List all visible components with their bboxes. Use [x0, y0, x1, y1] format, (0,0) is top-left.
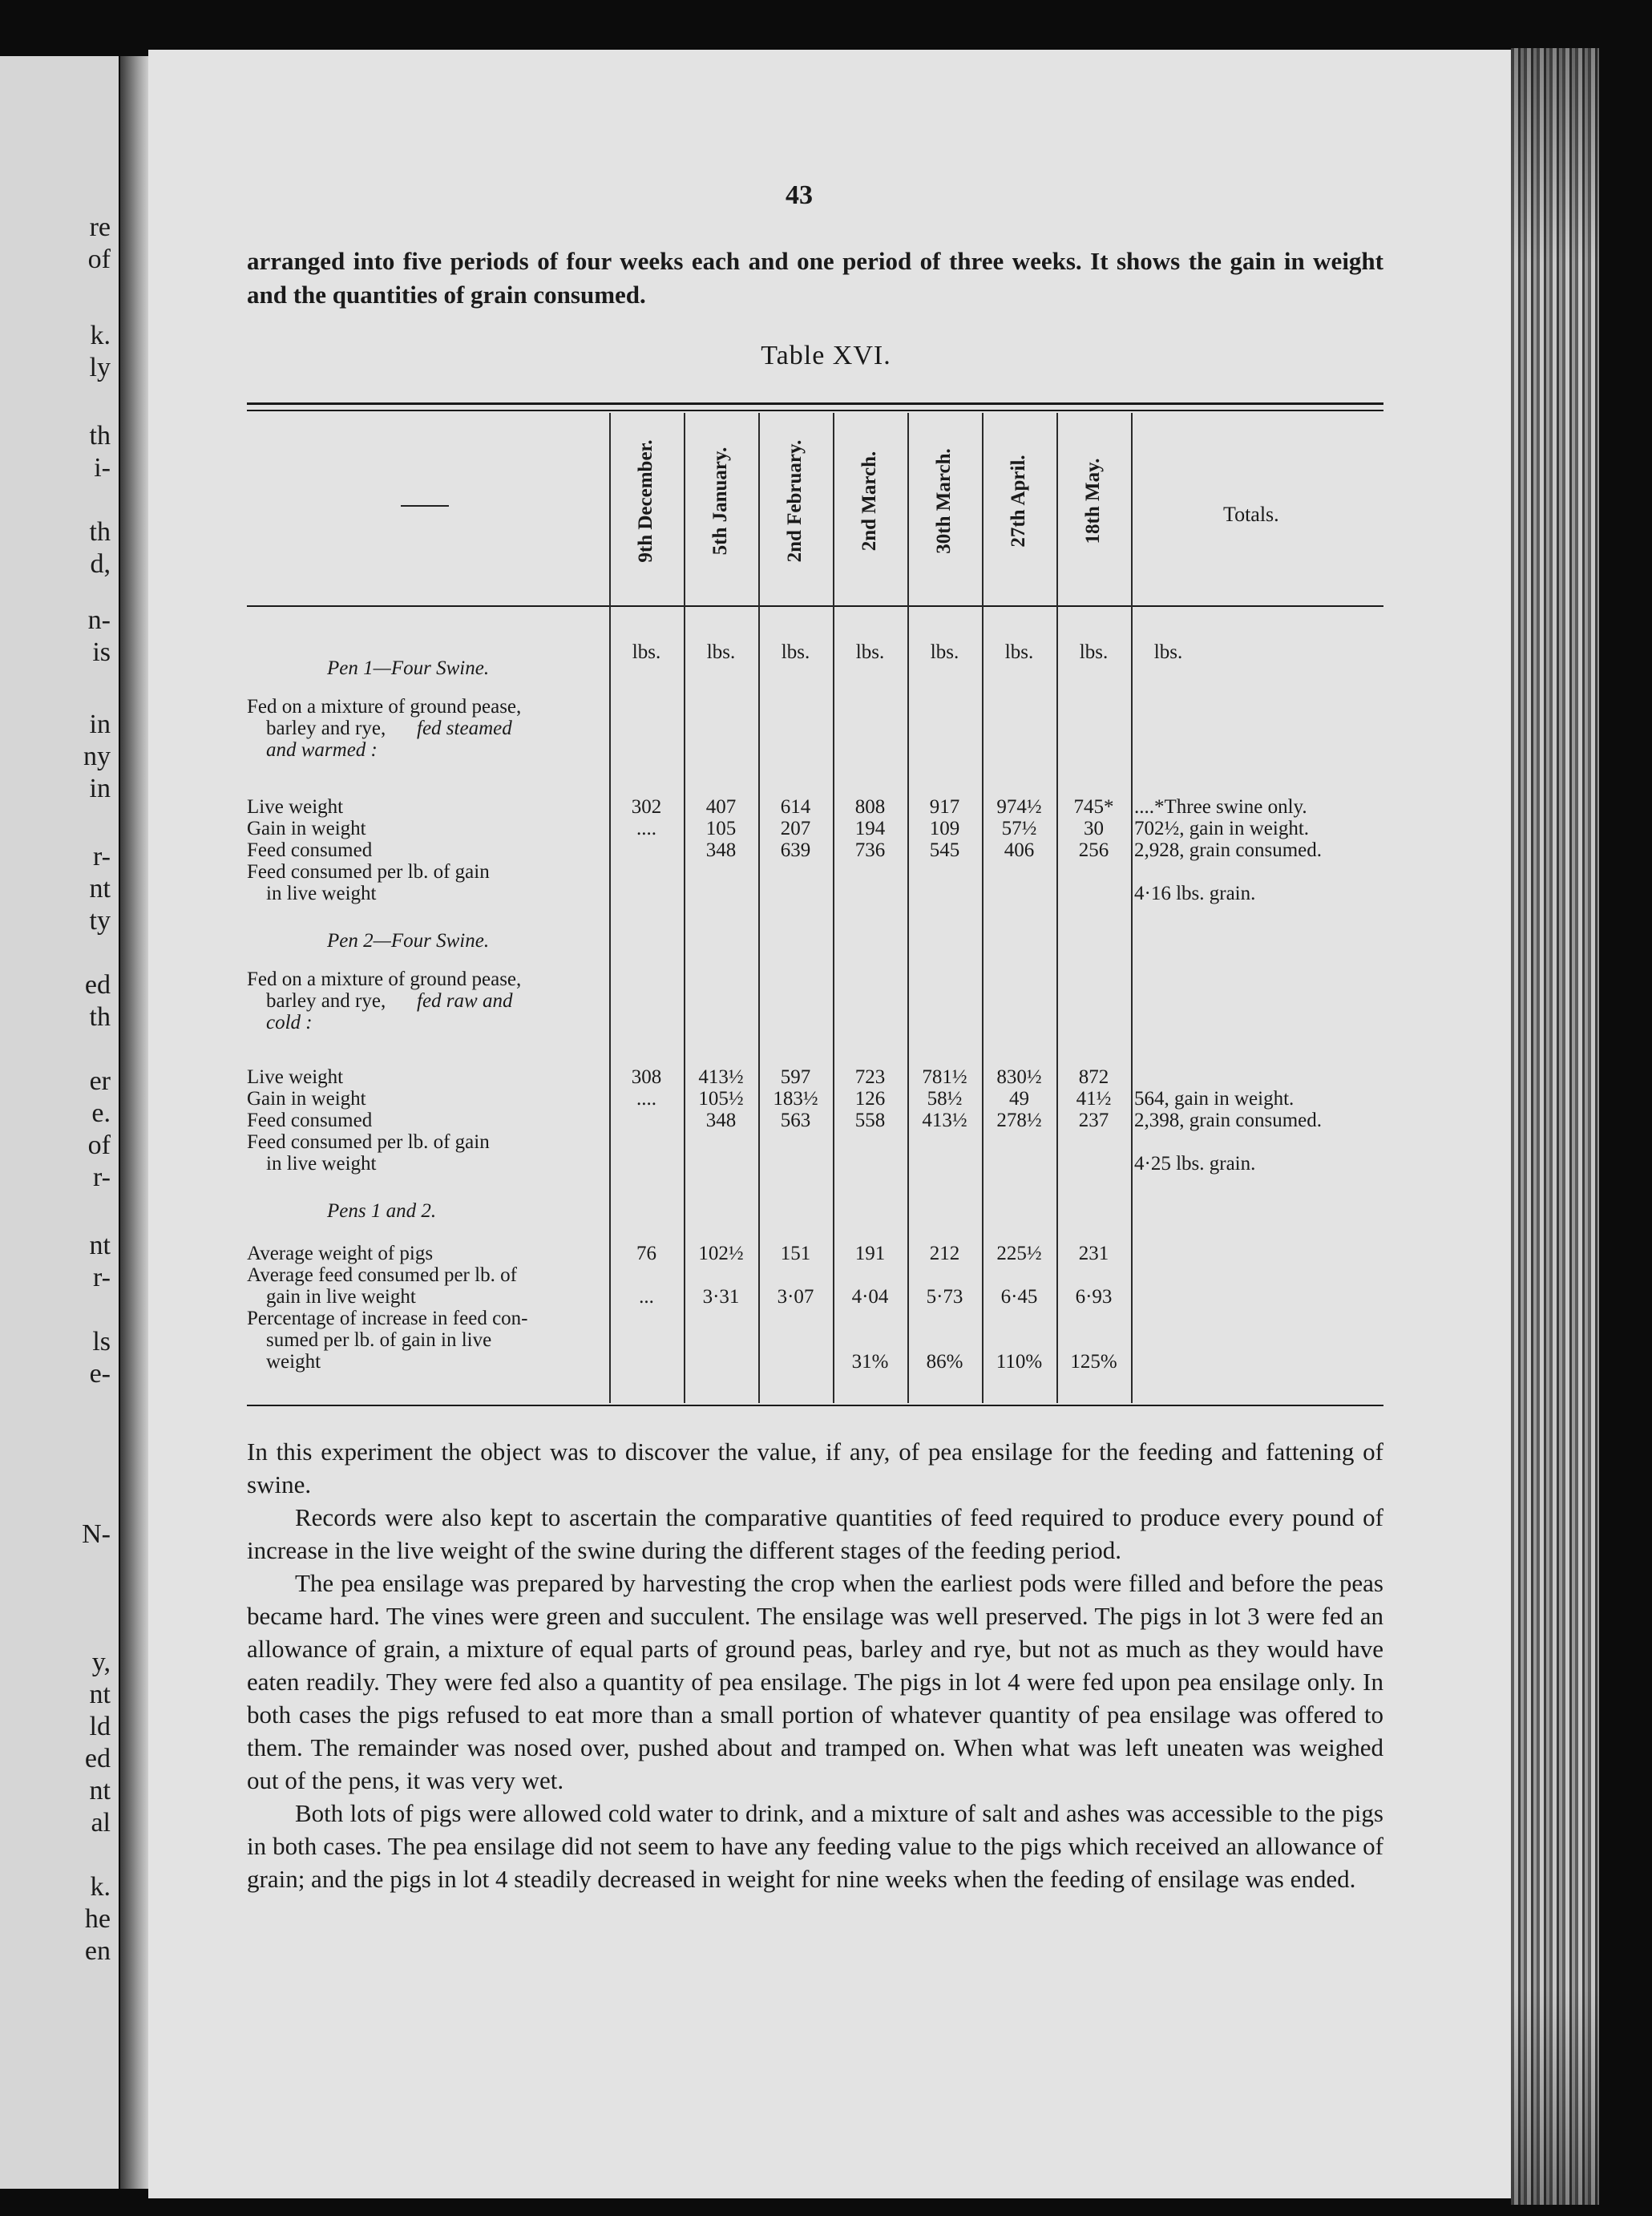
- table-cell: 781½: [922, 1066, 967, 1088]
- row-label: weight: [266, 1351, 321, 1373]
- table-title: Table XVI.: [761, 341, 891, 370]
- unit-label: lbs.: [1153, 641, 1183, 663]
- paragraph: Both lots of pigs were allowed cold water to drink, and a mixture of salt and ashes was accessible to the pigs in both cases. The pea ensilage did not seem to have any feeding value to the pigs which received an allowance of grain; and the pigs in lot 4 steadily decreased in weight for nine weeks when the feeding of ensilage was ended.: [247, 1799, 1383, 1893]
- col-header-6: 18th May.: [1082, 458, 1104, 544]
- totals-header: Totals.: [1223, 503, 1279, 526]
- table-cell: 974½: [996, 796, 1042, 818]
- row-label: Percentage of increase in feed con-: [247, 1308, 528, 1329]
- row-label: in live weight: [266, 1153, 377, 1175]
- section-description: barley and rye,: [266, 990, 386, 1012]
- table-cell: 545: [929, 839, 960, 861]
- table-cell: 723: [854, 1066, 886, 1088]
- table-cell: 102½: [698, 1243, 744, 1264]
- row-label: Feed consumed: [247, 839, 373, 861]
- row-label: sumed per lb. of gain in live: [266, 1329, 492, 1351]
- table-cell: 125%: [1070, 1351, 1117, 1373]
- left-page-fragment: ny: [83, 742, 111, 771]
- left-page-fragment: he: [84, 1904, 111, 1934]
- left-page-fragment: al: [91, 1808, 111, 1838]
- col-header-1: 5th January.: [709, 447, 731, 556]
- left-page-fragment: i-: [94, 453, 111, 483]
- unit-label: lbs.: [781, 641, 810, 663]
- table-cell: 3·07: [777, 1286, 814, 1308]
- row-total: 2,398, grain consumed.: [1134, 1110, 1322, 1131]
- body-text: [247, 1435, 1383, 1895]
- left-page-fragment: N-: [82, 1519, 111, 1549]
- section-heading: Pen 2—Four Swine.: [327, 930, 490, 952]
- table-cell: 808: [854, 796, 886, 818]
- row-label: Feed consumed per lb. of gain: [247, 1131, 490, 1153]
- col-header-5: 27th April.: [1008, 455, 1029, 548]
- unit-label: lbs.: [632, 641, 661, 663]
- left-page-fragment: th: [89, 517, 111, 547]
- section-heading: Pens 1 and 2.: [327, 1200, 437, 1222]
- table-cell: ...: [639, 1286, 654, 1308]
- table-cell: 413½: [698, 1066, 744, 1088]
- left-page-fragment: in: [89, 774, 111, 803]
- table-top-rule: [247, 402, 1383, 405]
- table-cell: 308: [631, 1066, 662, 1088]
- intro-paragraph: arranged into five periods of four weeks each and one period of three weeks. It shows the gain in weight and the quantities of grain consumed.: [247, 247, 1383, 309]
- table-cell: 109: [929, 818, 960, 839]
- row-label: Average feed consumed per lb. of: [247, 1264, 517, 1286]
- table-cell: 302: [631, 796, 662, 818]
- table-cell: 86%: [926, 1351, 963, 1373]
- row-total: 2,928, grain consumed.: [1134, 839, 1322, 861]
- left-page-fragment: in: [89, 710, 111, 739]
- section-description: Fed on a mixture of ground pease,: [247, 696, 522, 718]
- table-cell: 207: [780, 818, 811, 839]
- left-page-fragment: ls: [92, 1327, 111, 1357]
- table-cell: 58½: [927, 1088, 963, 1110]
- page-number: 43: [786, 180, 813, 210]
- left-page-fragment: ld: [89, 1712, 111, 1741]
- table-cell: 639: [780, 839, 811, 861]
- row-label: Feed consumed per lb. of gain: [247, 861, 490, 883]
- left-page-margin: [0, 56, 119, 2189]
- table-cell: 348: [705, 1110, 737, 1131]
- table-cell: 6·93: [1075, 1286, 1113, 1308]
- table-cell: 57½: [1001, 818, 1037, 839]
- left-page-fragment: ed: [84, 1744, 111, 1773]
- table-cell: 237: [1078, 1110, 1109, 1131]
- table-cell: 76: [636, 1243, 656, 1264]
- table-cell: 5·73: [926, 1286, 963, 1308]
- col-header-2: 2nd February.: [784, 439, 806, 563]
- section-description: barley and rye,: [266, 718, 386, 739]
- table-cell: ....: [636, 1088, 656, 1110]
- table-cell: 110%: [996, 1351, 1043, 1373]
- col-header-4: 30th March.: [933, 448, 955, 554]
- left-page-fragment: ed: [84, 970, 111, 1000]
- row-total: ....*Three swine only.: [1134, 796, 1307, 818]
- unit-label: lbs.: [1079, 641, 1109, 663]
- left-page-fragment: re: [89, 212, 111, 242]
- page-edges: [1511, 48, 1599, 2205]
- left-page-fragment: th: [89, 421, 111, 451]
- table-cell: 151: [780, 1243, 811, 1264]
- row-total: 4·25 lbs. grain.: [1134, 1153, 1256, 1175]
- left-page-fragment: r-: [93, 1263, 111, 1292]
- table-cell: 278½: [996, 1110, 1042, 1131]
- left-page-fragment: e.: [91, 1098, 111, 1128]
- table-cell: 558: [854, 1110, 886, 1131]
- row-label: Gain in weight: [247, 818, 366, 839]
- section-heading: Pen 1—Four Swine.: [327, 657, 490, 679]
- left-page-fragment: y,: [91, 1648, 111, 1677]
- left-page-fragment: r-: [93, 842, 111, 871]
- left-page-fragment: ty: [89, 906, 111, 936]
- row-label: in live weight: [266, 883, 377, 904]
- table-cell: 231: [1078, 1243, 1109, 1264]
- section-description: fed steamed: [417, 718, 512, 739]
- table-cell: 830½: [996, 1066, 1042, 1088]
- row-label: Live weight: [247, 1066, 344, 1088]
- table-cell: 872: [1078, 1066, 1109, 1088]
- row-total: 702½, gain in weight.: [1134, 818, 1310, 839]
- table-cell: 105½: [698, 1088, 744, 1110]
- row-label: Live weight: [247, 796, 344, 818]
- paragraph: In this experiment the object was to discover the value, if any, of pea ensilage for the feeding and fattening of swine.: [247, 1438, 1383, 1498]
- row-total: 4·16 lbs. grain.: [1134, 883, 1256, 904]
- paragraph: Records were also kept to ascertain the comparative quantities of feed required to produce every pound of increase in the live weight of the swine during the different stages of the feeding period.: [247, 1503, 1383, 1564]
- table-cell: 736: [854, 839, 886, 861]
- section-description: fed raw and: [417, 990, 513, 1012]
- table-bottom-rule: [247, 1405, 1383, 1406]
- table-cell: 614: [780, 796, 811, 818]
- table-cell: 3·31: [702, 1286, 740, 1308]
- left-page-fragment: of: [87, 245, 111, 274]
- row-label: Feed consumed: [247, 1110, 373, 1131]
- table-cell: 406: [1004, 839, 1035, 861]
- left-page-fragment: e-: [89, 1359, 111, 1389]
- row-label: Gain in weight: [247, 1088, 366, 1110]
- section-description: and warmed :: [266, 739, 378, 761]
- left-page-fragment: d,: [90, 549, 111, 579]
- left-page-fragment: er: [89, 1066, 111, 1096]
- table-cell: 4·04: [851, 1286, 889, 1308]
- unit-label: lbs.: [706, 641, 736, 663]
- table-cell: 256: [1078, 839, 1109, 861]
- table-cell: 105: [705, 818, 737, 839]
- table-cell: 563: [780, 1110, 811, 1131]
- left-page-fragment: r-: [93, 1163, 111, 1192]
- col-header-3: 2nd March.: [858, 451, 880, 552]
- table-cell: 597: [780, 1066, 811, 1088]
- section-description: cold :: [266, 1012, 313, 1033]
- row-label: Average weight of pigs: [247, 1243, 434, 1264]
- table-cell: 183½: [773, 1088, 818, 1110]
- table-cell: 225½: [996, 1243, 1042, 1264]
- table-cell: 194: [854, 818, 886, 839]
- col-header-0: 9th December.: [635, 439, 656, 563]
- left-page-fragment: th: [89, 1002, 111, 1032]
- table-cell: 30: [1084, 818, 1104, 839]
- table-cell: 126: [854, 1088, 886, 1110]
- left-page-fragment: n-: [87, 605, 111, 635]
- header-bottom-rule: [247, 605, 1383, 607]
- left-page-fragment: en: [84, 1936, 111, 1966]
- table-cell: 745*: [1073, 796, 1114, 818]
- left-page-fragment: nt: [89, 1680, 111, 1709]
- left-page-fragment: ly: [89, 353, 111, 382]
- table-cell: 6·45: [1000, 1286, 1038, 1308]
- table-cell: 49: [1009, 1088, 1029, 1110]
- stub-dash: [401, 505, 449, 507]
- paragraph: The pea ensilage was prepared by harvesting the crop when the earliest pods were filled and before the peas became hard. The vines were green and succulent. The ensilage was well preserved. The pigs in lot 3 were fed an allowance of grain, a mixture of equal parts of ground peas, barley and rye, but not as much as they would have eaten readily. They were fed also a quantity of pea ensilage. The pigs in lot 4 were fed upon pea ensilage only. In both cases the pigs refused to eat more than a small portion of whatever quantity of pea ensilage was offered to them. The remainder was nosed over, pushed about and tramped on. When what was left uneaten was weighed out of the pens, it was very wet.: [247, 1569, 1383, 1794]
- table-cell: 348: [705, 839, 737, 861]
- unit-label: lbs.: [1004, 641, 1034, 663]
- section-description: Fed on a mixture of ground pease,: [247, 968, 522, 990]
- col-divider: [1131, 413, 1133, 1403]
- table-top-rule-2: [247, 410, 1383, 411]
- table-cell: 191: [854, 1243, 886, 1264]
- unit-label: lbs.: [930, 641, 959, 663]
- left-page-fragment: nt: [89, 1776, 111, 1806]
- book-gutter: [120, 56, 149, 2189]
- left-page-fragment: nt: [89, 874, 111, 904]
- table-cell: 212: [929, 1243, 960, 1264]
- left-page-fragment: k.: [90, 1872, 111, 1902]
- row-total: 564, gain in weight.: [1134, 1088, 1295, 1110]
- table-cell: 413½: [922, 1110, 967, 1131]
- table-cell: 41½: [1076, 1088, 1112, 1110]
- table-cell: 31%: [851, 1351, 889, 1373]
- table-cell: 407: [705, 796, 737, 818]
- table-cell: 917: [929, 796, 960, 818]
- row-label: gain in live weight: [266, 1286, 416, 1308]
- unit-label: lbs.: [855, 641, 885, 663]
- left-page-fragment: nt: [89, 1231, 111, 1260]
- table-cell: ....: [636, 818, 656, 839]
- left-page-fragment: is: [92, 637, 111, 667]
- left-page-fragment: k.: [90, 321, 111, 350]
- left-page-fragment: of: [87, 1130, 111, 1160]
